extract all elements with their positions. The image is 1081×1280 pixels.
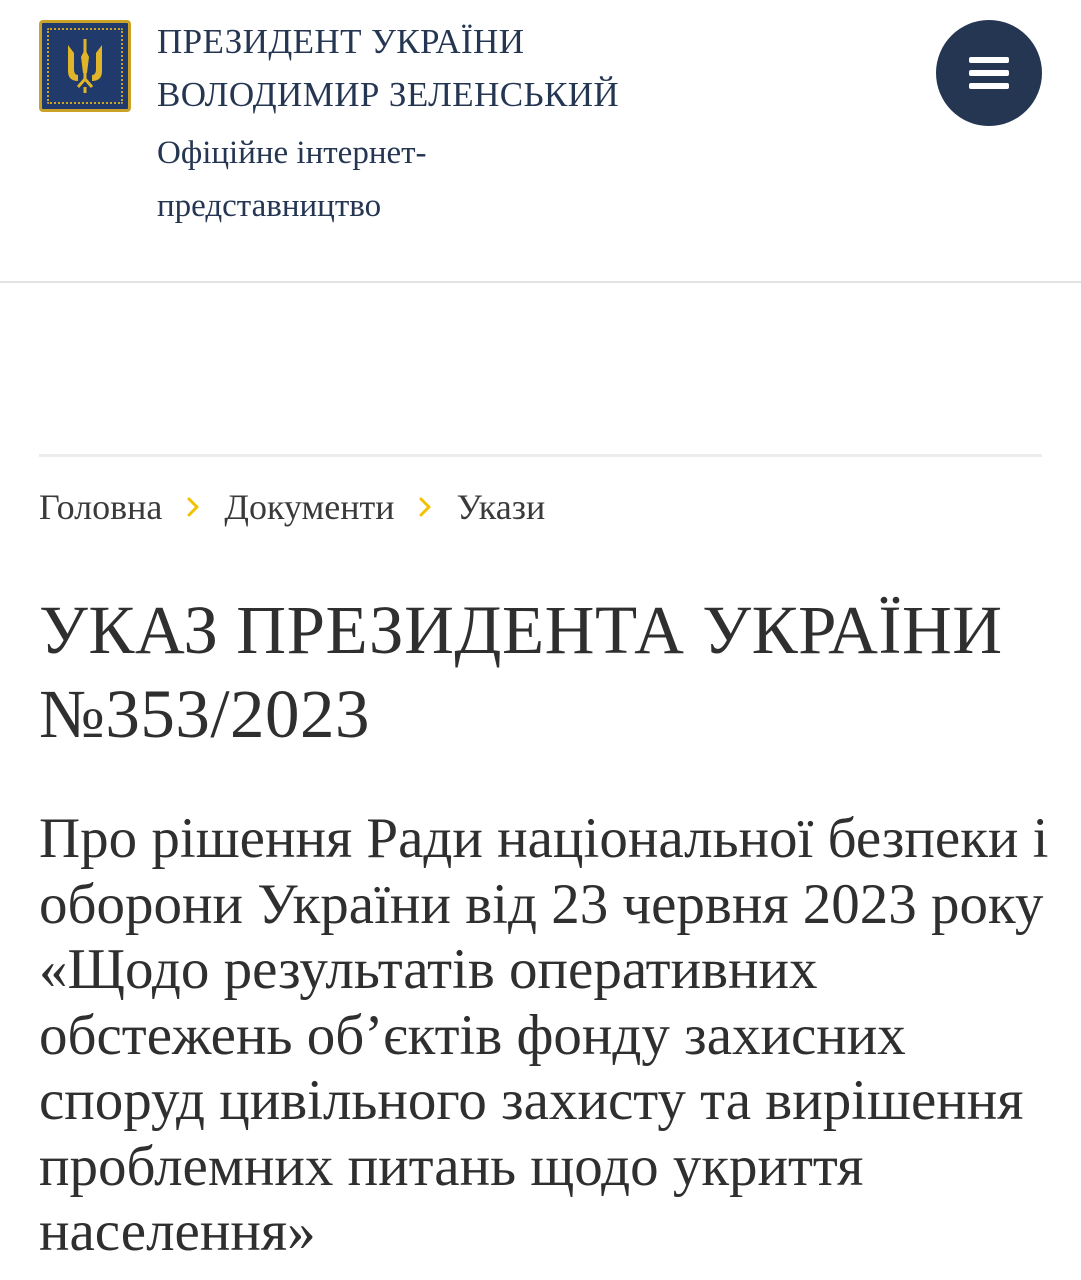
chevron-right-icon [162,496,224,518]
trident-icon [58,35,112,97]
chevron-right-icon [394,496,456,518]
content-divider [39,454,1042,457]
menu-button[interactable] [936,20,1042,126]
page-title: УКАЗ ПРЕЗИДЕНТА УКРАЇНИ №353/2023 [39,592,1003,752]
breadcrumb-decrees[interactable]: Укази [456,487,546,527]
hamburger-menu-icon-bar-top [969,57,1009,63]
site-header [0,0,1081,282]
brand-subtitle: Офіційне інтернет-представництво [157,135,427,224]
brand-title-line1[interactable]: ПРЕЗИДЕНТ УКРАЇНИ [157,22,525,61]
hamburger-menu-icon-bar-middle [969,70,1009,76]
hamburger-menu-icon-bar-bottom [969,83,1009,89]
header-divider [0,281,1081,283]
breadcrumb-documents[interactable]: Документи [224,487,395,527]
breadcrumb [39,484,545,530]
document-subtitle: Про рішення Ради національної безпеки і оборони України від 23 червня 2023 року «Щодо результатів оперативних обстежень об’єктів фонду захисних споруд цивільного захисту та вирішення проблемних питань щодо укриття населення» [39,807,1049,1263]
breadcrumb-home[interactable]: Головна [39,487,163,527]
site-logo[interactable] [39,20,131,112]
brand-title-line2[interactable]: ВОЛОДИМИР ЗЕЛЕНСЬКИЙ [157,75,620,114]
